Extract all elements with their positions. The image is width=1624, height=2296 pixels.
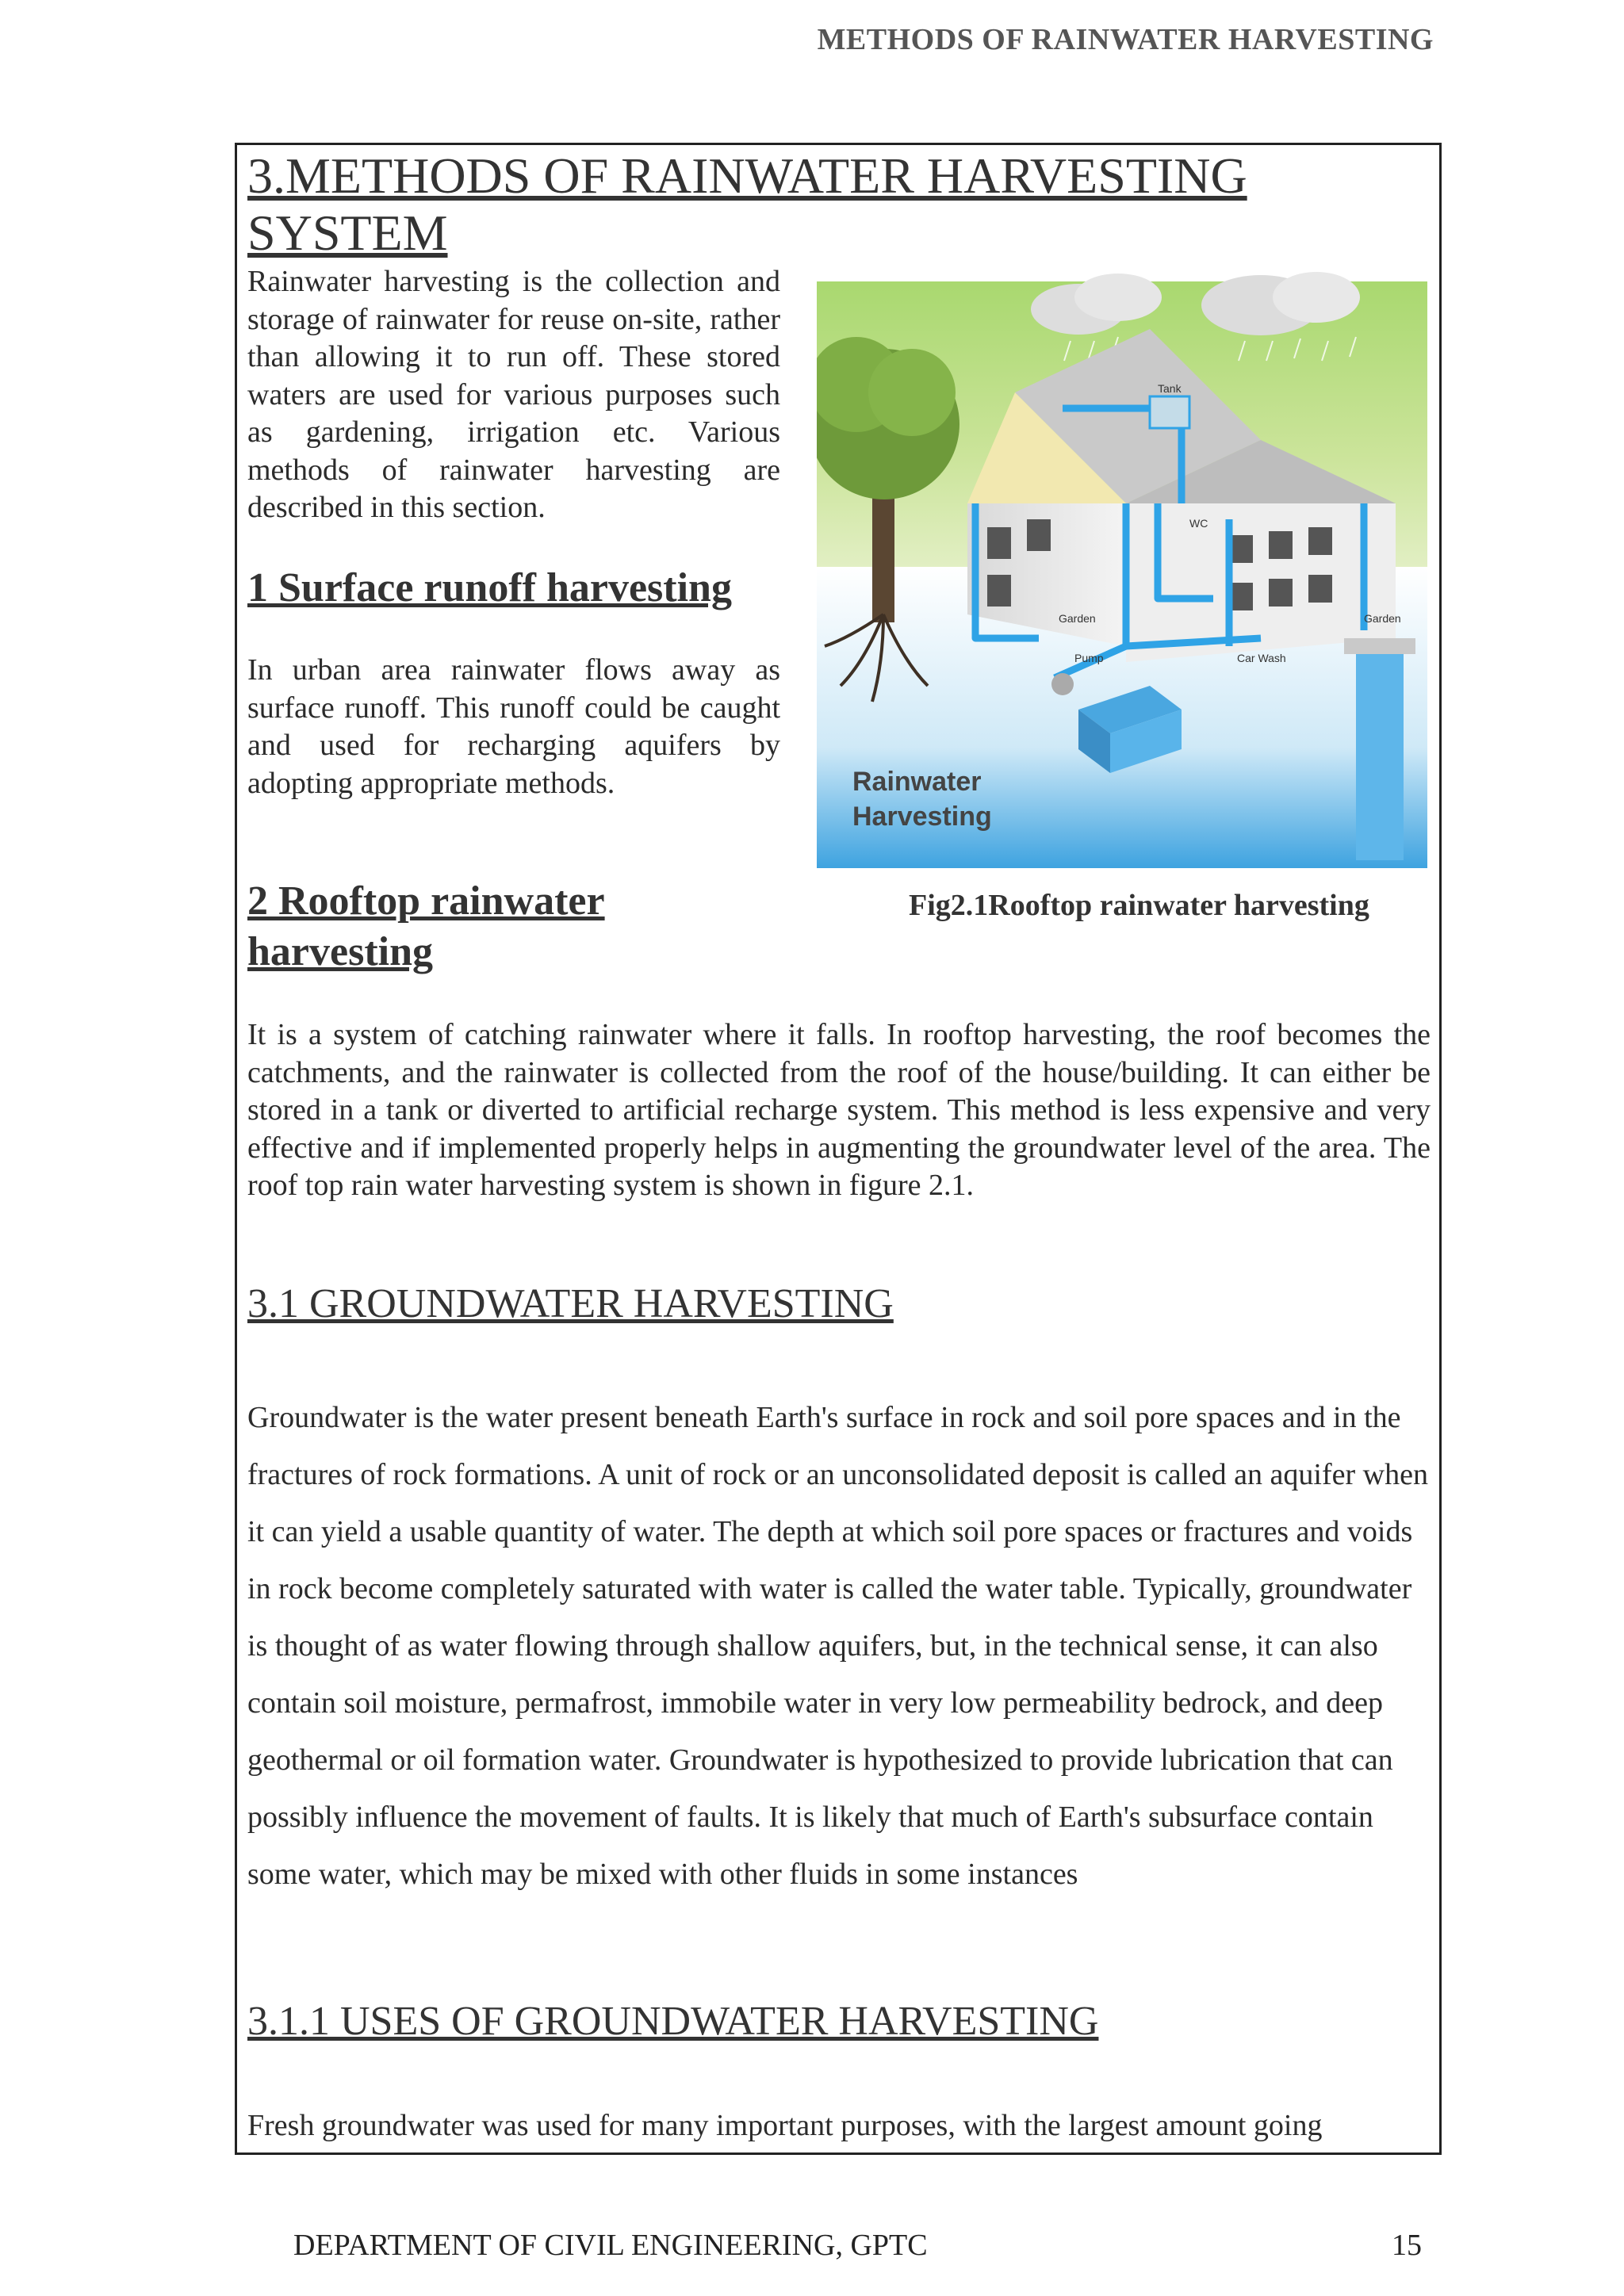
footer-department: DEPARTMENT OF CIVIL ENGINEERING, GPTC xyxy=(293,2229,928,2262)
house-illustration-icon xyxy=(817,266,1427,868)
figure-label-tank: Tank xyxy=(1158,382,1182,395)
surface-runoff-paragraph: In urban area rainwater flows away as surface runoff. This runoff could be caught and used for recharging aquifers by adopting appropriate methods. xyxy=(247,653,780,800)
figure-label-garden-right: Garden xyxy=(1364,612,1401,625)
figure-label-wc: WC xyxy=(1189,517,1208,530)
surface-runoff-heading: 1 Surface runoff harvesting xyxy=(247,565,732,610)
uses-heading: 3.1.1 USES OF GROUNDWATER HARVESTING xyxy=(247,1999,1099,2044)
rooftop-heading: 2 Rooftop rainwater harvesting xyxy=(247,878,605,974)
intro-paragraph: Rainwater harvesting is the collection and storage of rainwater for reuse on-site, rather than allowing it to run off. These stored waters are used for various purposes such as gardening, irrigation etc. Various methods of rainwater harvesting are described in this section. xyxy=(247,265,780,524)
figure-label-car-wash: Car Wash xyxy=(1237,652,1286,664)
running-header: METHODS OF RAINWATER HARVESTING xyxy=(817,23,1434,56)
rooftop-paragraph: It is a system of catching rainwater where it falls. In rooftop harvesting, the roof becomes the catchments, and the rainwater is collected from the roof of the house/building. It can either be stored in a tank or diverted to artificial recharge system. This method is less expensive and very effective and if implemented properly helps in augmenting the groundwater level of the area. The roof top rain water harvesting system is shown in figure 2.1. xyxy=(247,1018,1431,1202)
rainwater-harvesting-figure xyxy=(817,266,1427,868)
groundwater-paragraph: Groundwater is the water present beneath Earth's surface in rock and soil pore spaces and in the fractures of rock formations. A unit of rock or an unconsolidated deposit is called an aquifer when it can yield a usable quantity of water. The depth at which soil pore spaces or fractures and voids in rock become completely saturated with water is called the water table. Typically, groundwater is thought of as water flowing through shallow aquifers, but, in the technical sense, it can also contain soil moisture, permafrost, immobile water in very low permeability bedrock, and deep geothermal or oil formation water. Groundwater is hypothesized to provide lubrication that can possibly influence the movement of faults. It is likely that much of Earth's subsurface contain some water, which may be mixed with other fluids in some instances xyxy=(247,1401,1428,1891)
section-title: 3.METHODS OF RAINWATER HARVESTING SYSTEM xyxy=(247,147,1247,261)
uses-paragraph: Fresh groundwater was used for many important purposes, with the largest amount going xyxy=(247,2109,1323,2142)
groundwater-heading: 3.1 GROUNDWATER HARVESTING xyxy=(247,1281,894,1326)
page-number: 15 xyxy=(1392,2229,1422,2262)
figure-label-pump: Pump xyxy=(1074,652,1104,664)
figure-label-garden-left: Garden xyxy=(1059,612,1096,625)
figure-title-line-2: Harvesting xyxy=(852,802,992,832)
figure-caption: Fig2.1Rooftop rainwater harvesting xyxy=(909,889,1369,922)
figure-title-line-1: Rainwater xyxy=(852,767,982,797)
